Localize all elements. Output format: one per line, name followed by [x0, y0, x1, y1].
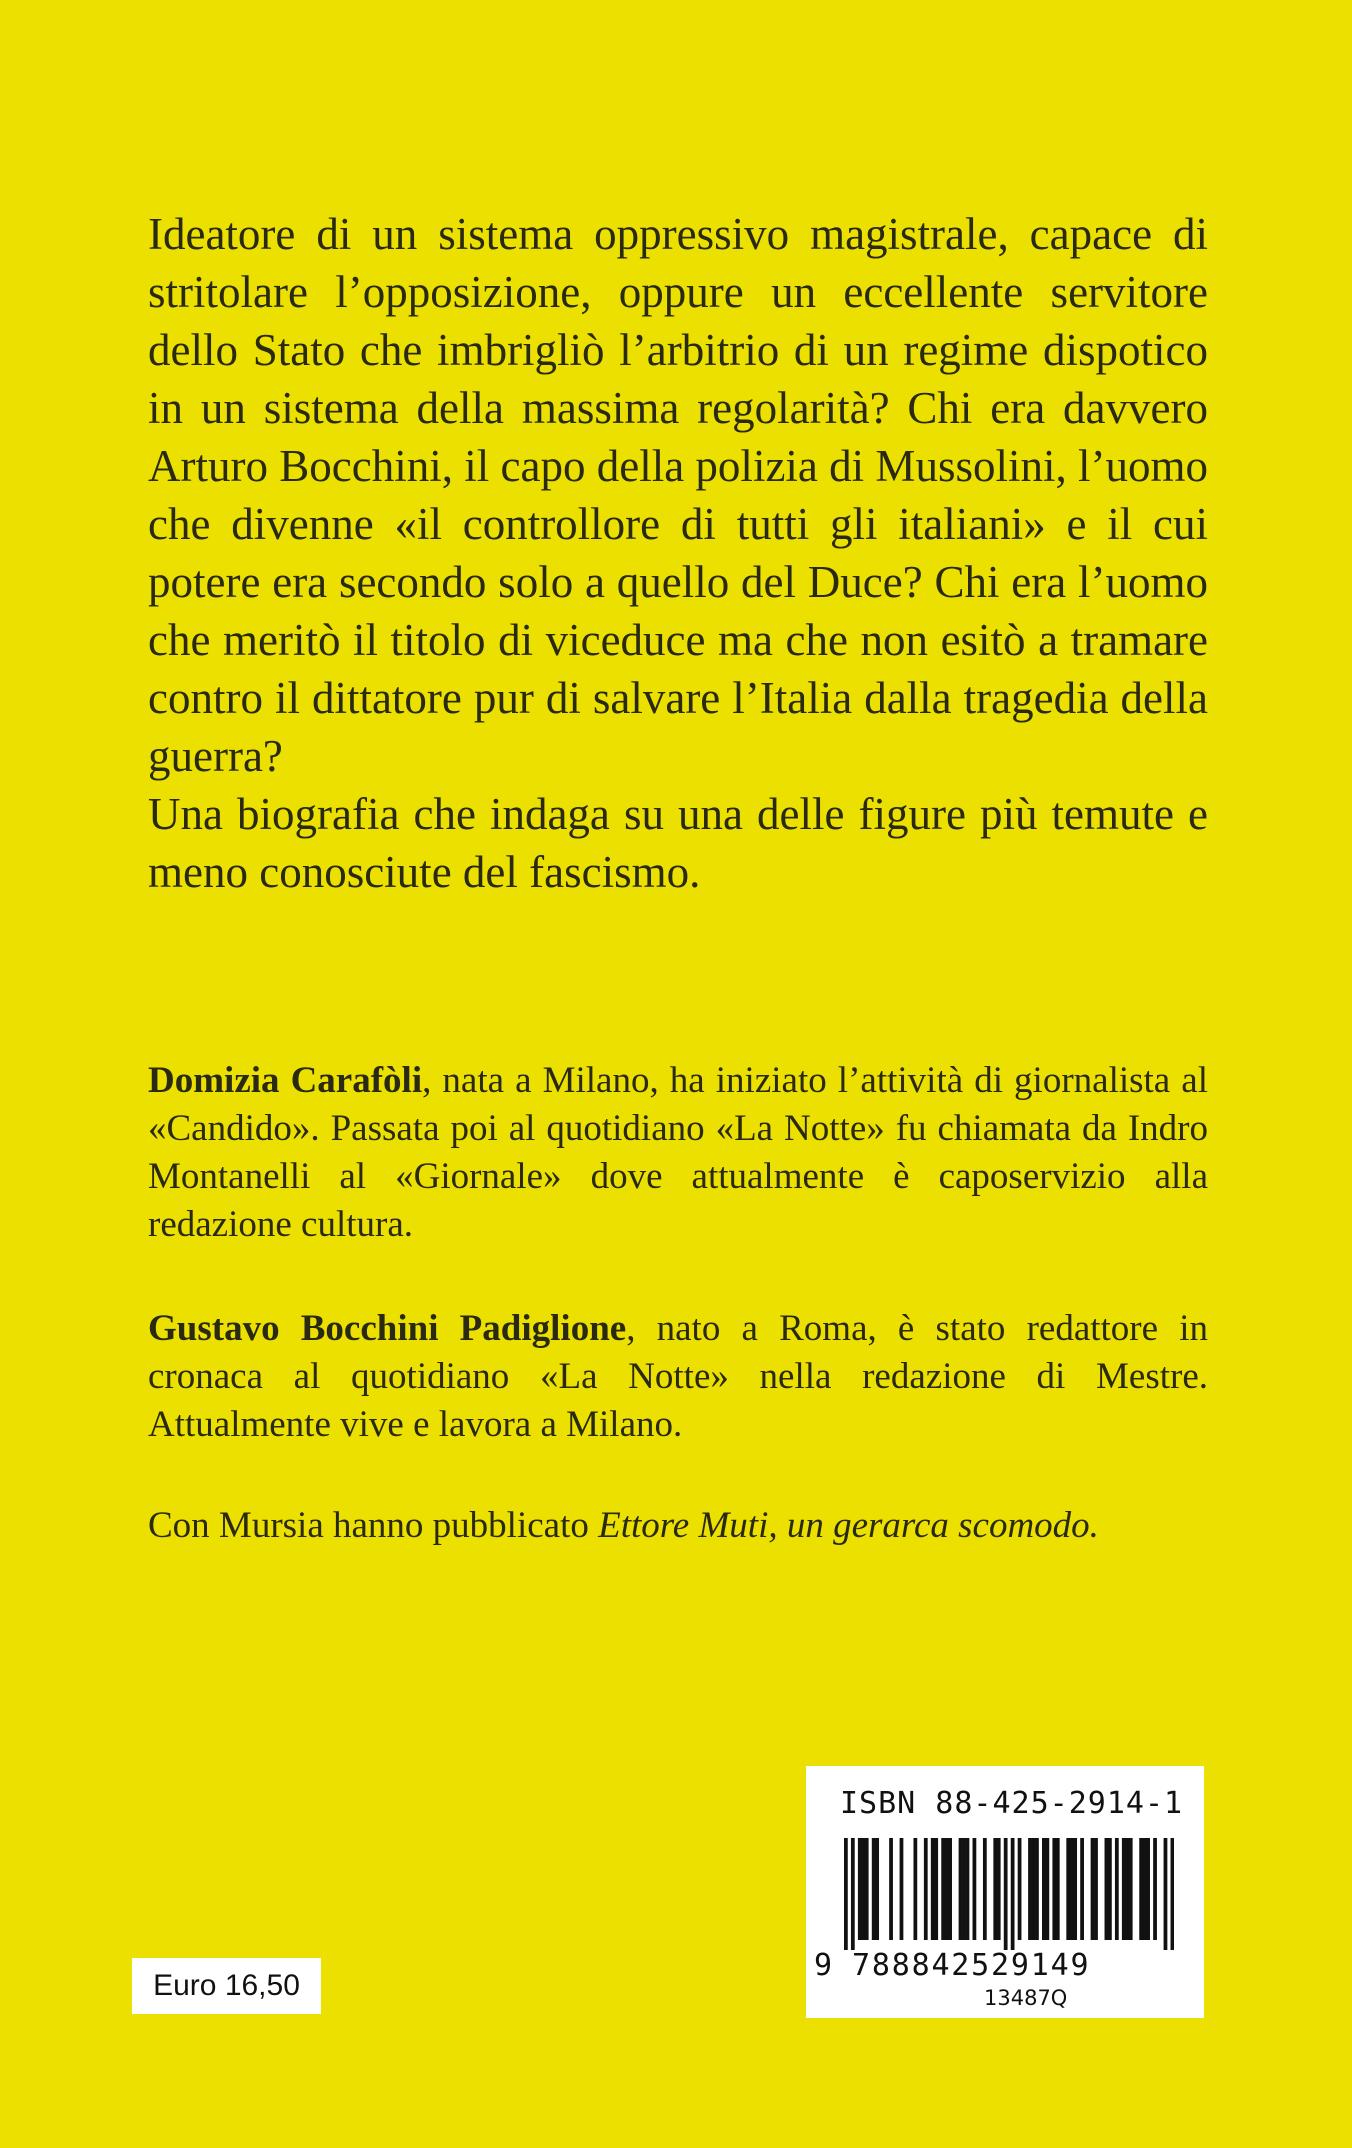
barcode-bar: [889, 1838, 893, 1940]
barcode-bar: [1115, 1838, 1119, 1940]
barcode-bar: [1143, 1838, 1147, 1940]
blurb-text: [148, 205, 1208, 901]
barcode-bar: [1122, 1838, 1126, 1940]
barcode-bar: [973, 1838, 977, 1940]
ean-first-digit: 9: [814, 1948, 833, 1983]
author-bio-1-text: , nata a Milano, ha iniziato l’attività di giornalista al «Candido». Passata poi al quotidiano «La Notte» fu chiamata da Indro Montanelli al «Giornale» dove attualmente è caposervizio alla redazione cultura.: [148, 1060, 1208, 1245]
barcode-bar: [1146, 1838, 1150, 1940]
barcode-bar: [872, 1838, 876, 1940]
barcode-bar: [948, 1838, 952, 1940]
barcode-bar: [1018, 1838, 1022, 1940]
barcode-bar: [1011, 1838, 1015, 1950]
barcode-bar: [1070, 1838, 1074, 1940]
barcode-bar: [962, 1838, 966, 1940]
barcode-bar: [1042, 1838, 1046, 1940]
barcode-bar: [1032, 1838, 1036, 1940]
barcode-bar: [1153, 1838, 1157, 1940]
publications-title: Ettore Muti, un gerarca scomodo.: [598, 1505, 1099, 1546]
blurb-paragraph-1: Ideatore di un sistema oppressivo magistrale, capace di stritolare l’opposizione, oppure un eccellente servitore dello Stato che imbrigliò l’arbitrio di un regime dispotico in un sistema della massima regolarità? Chi era davvero Arturo Bocchini, il capo della polizia di Mussolini, l’uomo che divenne «il controllore di tutti gli italiani» e il cui potere era secondo solo a quello del Duce? Chi era l’uomo che meritò il titolo di viceduce ma che non esitò a tramare contro il dittatore pur di salvare l’Italia dalla tragedia della guerra?: [148, 209, 1208, 781]
author-bio-2-text: , nato a Roma, è stato redattore in cronaca al quotidiano «La Notte» nella redazione di Mestre. Attualmente vive e lavora a Milano.: [148, 1308, 1209, 1445]
barcode-bar: [1094, 1838, 1098, 1940]
barcode-bar: [966, 1838, 970, 1940]
barcode-bar: [924, 1838, 928, 1940]
barcode-bar: [1035, 1838, 1039, 1940]
barcode-bar: [941, 1838, 945, 1940]
price-label: Euro 16,50: [132, 1958, 321, 2014]
barcode-bar: [1139, 1838, 1143, 1940]
barcode-bar: [983, 1838, 987, 1940]
barcode-bar: [913, 1838, 917, 1940]
author-name-2: Gustavo Bocchini Padiglione: [148, 1308, 627, 1349]
barcode-bar: [931, 1838, 935, 1940]
barcode-image: [844, 1838, 1174, 1950]
author-bio-2: [148, 1305, 1208, 1449]
product-code: 13487Q: [984, 1986, 1068, 2010]
barcode-bar: [1052, 1838, 1056, 1940]
barcode-bar: [934, 1838, 938, 1940]
blurb-paragraph-2: Una biografia che indaga su una delle figure più temute e meno conosciute del fascismo.: [148, 789, 1208, 897]
barcode-bar: [1080, 1838, 1084, 1940]
barcode-bar: [945, 1838, 949, 1940]
barcode-bar: [1066, 1838, 1070, 1940]
publications-intro: Con Mursia hanno pubblicato: [148, 1505, 599, 1546]
barcode-bar: [875, 1838, 879, 1940]
barcode-bar: [858, 1838, 862, 1940]
ean-digits: 788842529149: [852, 1948, 1091, 1983]
author-name-1: Domizia Carafòli: [148, 1060, 423, 1101]
publications-note: [148, 1502, 1208, 1550]
author-bio-1: [148, 1057, 1208, 1249]
barcode-bar: [997, 1838, 1001, 1940]
barcode-bar: [959, 1838, 963, 1940]
barcode-bar: [1164, 1838, 1168, 1950]
barcode-bar: [1004, 1838, 1008, 1950]
barcode-bar: [1171, 1838, 1174, 1950]
barcode-bar: [1073, 1838, 1077, 1940]
barcode-bar: [1045, 1838, 1049, 1940]
barcode-bar: [844, 1838, 848, 1950]
isbn-barcode-label: [806, 1766, 1204, 2018]
barcode-bar: [1125, 1838, 1129, 1940]
barcode-bar: [865, 1838, 869, 1940]
barcode-bar: [1056, 1838, 1060, 1940]
isbn-number: ISBN 88-425-2914-1: [840, 1786, 1184, 1821]
barcode-bar: [851, 1838, 855, 1950]
barcode-bar: [900, 1838, 904, 1940]
barcode-bar: [861, 1838, 865, 1940]
barcode-bar: [1028, 1838, 1032, 1940]
barcode-bar: [1129, 1838, 1133, 1940]
barcode-bar: [1108, 1838, 1112, 1940]
barcode-bar: [993, 1838, 997, 1940]
barcode-bar: [1105, 1838, 1109, 1940]
barcode-bar: [1091, 1838, 1095, 1940]
